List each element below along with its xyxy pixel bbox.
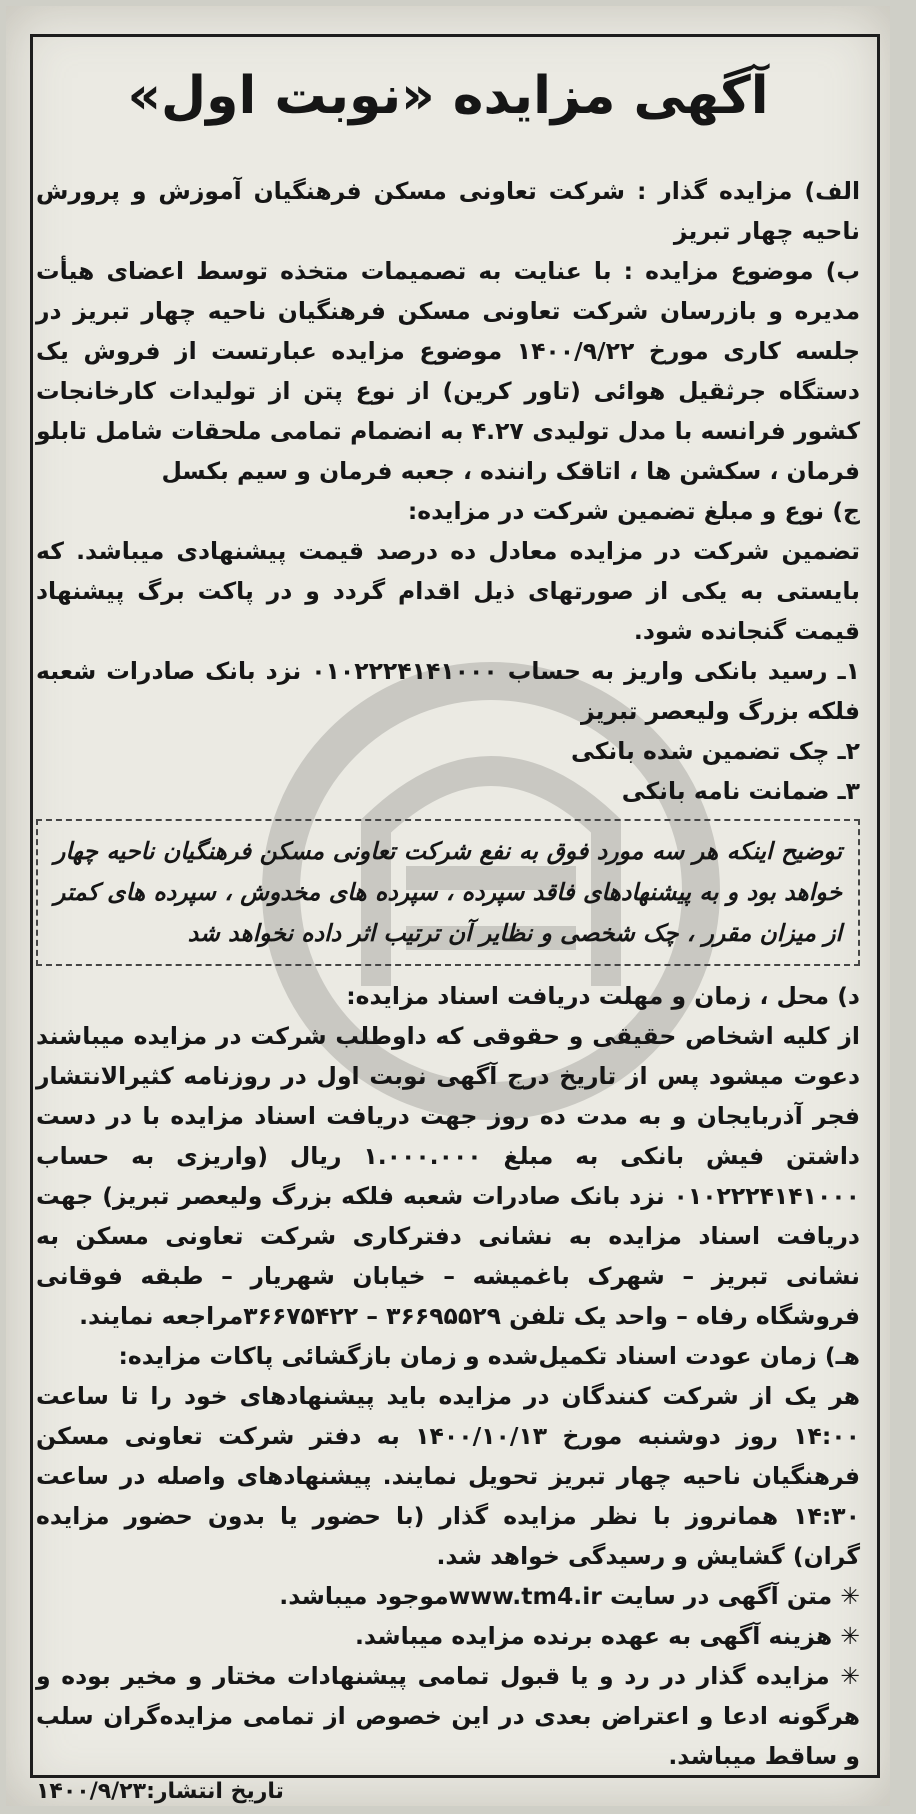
section-e-text: هر یک از شرکت کنندگان در مزایده باید پیشنهادهای خود را تا ساعت ۱۴:۰۰ روز دوشنبه مورخ ۱۴۰۰/۱۰/۱۳ به دفتر شرکت تعاونی مسکن فرهنگیان ناحیه چهار تبریز تحویل نمایند. پیشنهادهای واصله در ساعت ۱۴:۳۰ همانروز با نظر مزایده گذار (با حضور یا بدون حضور مزایده گران) گشایش و رسیدگی خواهد شد. bbox=[36, 1382, 860, 1570]
section-e-heading: هـ) زمان عودت اسناد تکمیل‌شده و زمان بازگشائی پاکات مزایده: bbox=[118, 1342, 860, 1370]
section-d-heading: د) محل ، زمان و مهلت دریافت اسناد مزایده: bbox=[346, 982, 860, 1010]
section-c-heading: ج) نوع و مبلغ تضمین شرکت در مزایده: bbox=[407, 497, 860, 525]
bullet-item: ✳ هزینه آگهی به عهده برنده مزایده میباشد. bbox=[36, 1616, 860, 1656]
section-a: الف) مزایده گذار : شرکت تعاونی مسکن فرهنگیان آموزش و پرورش ناحیه چهار تبریز bbox=[36, 177, 860, 245]
deposit-option: ۱ـ رسید بانکی واریز به حساب ۰۱۰۲۲۲۴۱۴۱۰۰۰ نزد بانک صادرات شعبه فلکه بزرگ ولیعصر تبریز bbox=[36, 657, 860, 725]
newspaper-clipping bbox=[6, 6, 890, 1806]
deposit-option: ۲ـ چک تضمین شده بانکی bbox=[570, 737, 860, 765]
deposit-option: ۳ـ ضمانت نامه بانکی bbox=[621, 777, 860, 805]
bullet-item: ✳ متن آگهی در سایت www.tm4.irموجود میباشد. bbox=[36, 1576, 860, 1616]
publish-date: تاریخ انتشار:۱۴۰۰/۹/۲۳ bbox=[36, 1779, 284, 1804]
notice-title: آگهی مزایده «نوبت اول» bbox=[127, 66, 769, 126]
section-c-text: تضمین شرکت در مزایده معادل ده درصد قیمت پیشنهادی میباشد. که بایستی به یکی از صورتهای ذیل اقدام گردد و در پاکت برگ پیشنهاد قیمت گنجانده شود. bbox=[36, 537, 860, 645]
bullet-item: ✳ مزایده گذار در رد و یا قبول تمامی پیشنهادات مختار و مخیر بوده و هرگونه ادعا و اعتراض بعدی در این خصوص از تمامی مزایده‌گران سلب و ساقط میباشد. bbox=[36, 1656, 860, 1776]
section-d-text: از کلیه اشخاص حقیقی و حقوقی که داوطلب شرکت در مزایده میباشند دعوت میشود پس از تاریخ درج آگهی نوبت اول در روزنامه کثیرالانتشار فجر آذربایجان و به مدت ده روز جهت دریافت اسناد مزایده با در دست داشتن فیش بانکی به مبلغ ۱.۰۰۰.۰۰۰ ریال (واریزی به حساب ۰۱۰۲۲۲۴۱۴۱۰۰۰ نزد بانک صادرات شعبه فلکه بزرگ ولیعصر تبریز) جهت دریافت اسناد مزایده به نشانی دفترکاری شرکت تعاونی مسکن به نشانی تبریز – شهرک باغمیشه – خیابان شهریار – طبقه فوقانی فروشگاه رفاه – واحد یک تلفن ۳۶۶۹۵۵۲۹ – ۳۶۶۷۵۴۲۲مراجعه نمایند. bbox=[36, 1022, 860, 1330]
note-box: توضیح اینکه هر سه مورد فوق به نفع شرکت تعاونی مسکن فرهنگیان ناحیه چهار خواهد بود و به پیشنهادهای فاقد سپرده ، سپرده های مخدوش ، سپرده های کمتر از میزان مقرر ، چک شخصی و نظایر آن ترتیب اثر داده نخواهد شد bbox=[36, 819, 860, 966]
section-b: ب) موضوع مزایده : با عنایت به تصمیمات متخذه توسط اعضای هیأت مدیره و بازرسان شرکت تعاونی مسکن فرهنگیان ناحیه چهار تبریز در جلسه کاری مورخ ۱۴۰۰/۹/۲۲ موضوع مزایده عبارتست از فروش یک دستگاه جرثقیل هوائی (تاور کرین) از نوع پتن از تولیدات کارخانجات کشور فرانسه با مدل تولیدی ۴.۲۷ به انضمام تمامی ملحقات شامل تابلو فرمان ، سکشن ها ، اتاقک راننده ، جعبه فرمان و سیم بکسل bbox=[36, 257, 861, 485]
notice-body bbox=[36, 171, 860, 1812]
